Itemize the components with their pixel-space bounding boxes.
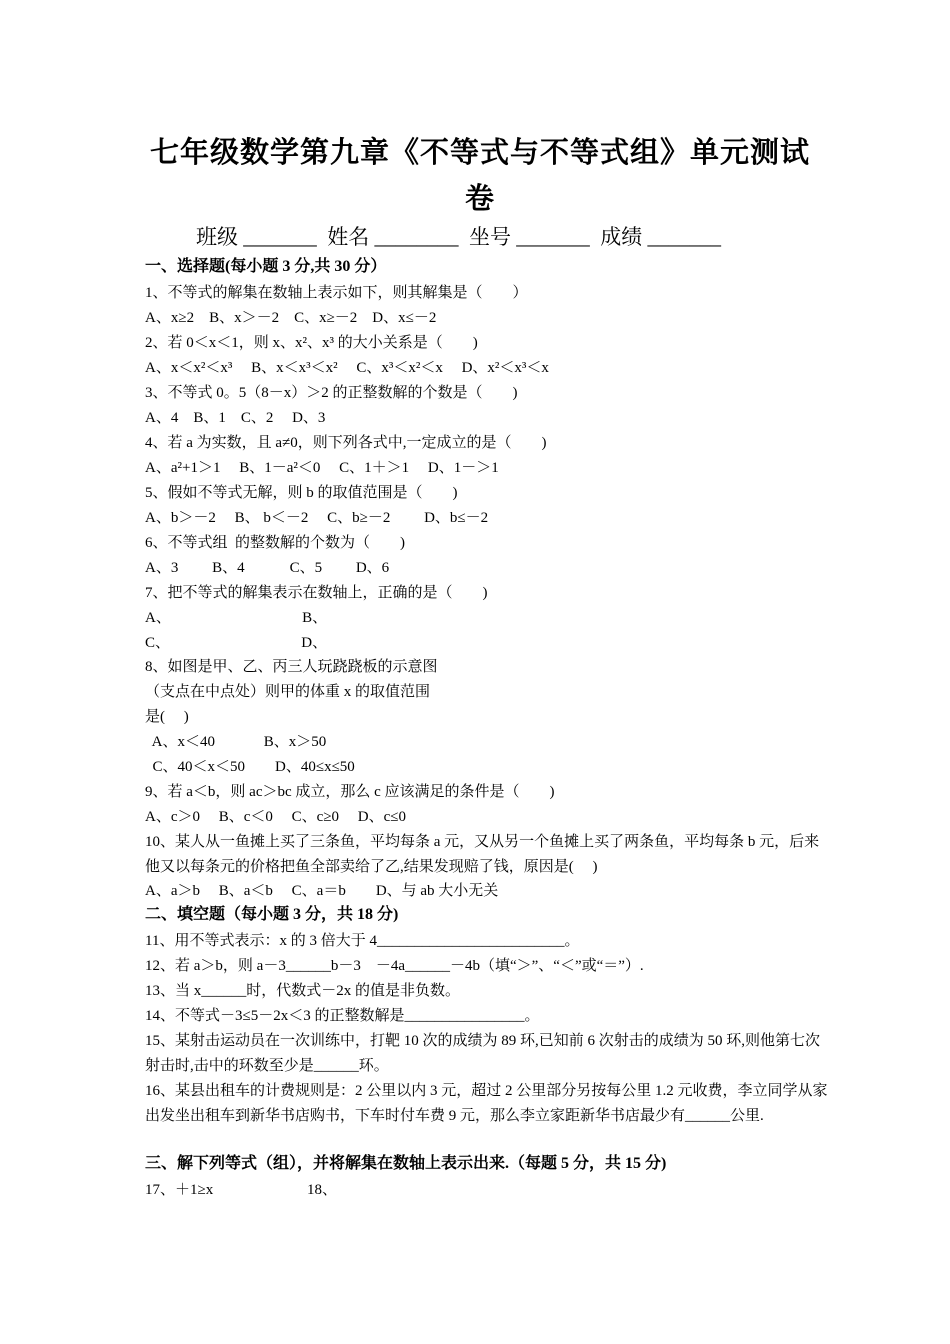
question-8-line1: 8、如图是甲、乙、丙三人玩跷跷板的示意图 [145, 659, 438, 675]
question-14: 14、不等式－3≤5－2x＜3 的正整数解是________________。 [145, 1008, 540, 1024]
question-5-options: A、b＞－2 B、 b＜－2 C、b≥－2 D、b≤－2 [145, 510, 489, 526]
question-17-18: 17、＋1≥x 18、 [145, 1182, 337, 1198]
question-8-line2: （支点在中点处）则甲的体重 x 的取值范围 [145, 684, 431, 700]
question-9-options: A、c＞0 B、c＜0 C、c≥0 D、c≤0 [145, 809, 407, 825]
question-4: 4、若 a 为实数，且 a≠0，则下列各式中,一定成立的是（ ) [145, 435, 547, 451]
question-6: 6、不等式组 的整数解的个数为（ ) [145, 535, 405, 551]
exam-title-continued: 卷 [464, 183, 495, 215]
question-12: 12、若 a＞b，则 a－3______b－3 －4a______－4b（填“＞”、“＜”或“＝”）. [145, 958, 644, 974]
question-8-options-ab: A、x＜40 B、x＞50 [145, 734, 327, 750]
question-1: 1、不等式的解集在数轴上表示如下，则其解集是（ ） [145, 285, 528, 301]
question-13: 13、当 x______时，代数式－2x 的值是非负数。 [145, 983, 461, 999]
question-15: 15、某射击运动员在一次训练中，打靶 10 次的成绩为 89 环,已知前 6 次射击的成绩为 50 环,则他第七次射击时,击中的环数至少是______环。 [145, 1033, 821, 1074]
student-info-line: 班级 _______ 姓名 ________ 坐号 _______ 成绩 _______ [196, 225, 721, 249]
section-heading-choice: 一、选择题(每小题 3 分,共 30 分） [145, 258, 387, 275]
question-16: 16、某县出租车的计费规则是：2 公里以内 3 元，超过 2 公里部分另按每公里 1.2 元收费，李立同学从家出发坐出租车到新华书店购书，下车时付车费 9 元，那么李立家距新华书店最少有______公里. [145, 1083, 828, 1124]
section-heading-solve: 三、解下列等式（组），并将解集在数轴上表示出来.（每题 5 分，共 15 分) [145, 1155, 667, 1172]
question-7-options-ab: A、 B、 [145, 610, 328, 626]
exam-title: 七年级数学第九章《不等式与不等式组》单元测试 [149, 137, 810, 169]
question-8-options-cd: C、40＜x＜50 D、40≤x≤50 [145, 759, 355, 775]
question-3: 3、不等式 0。5（8－x）＞2 的正整数解的个数是（ ) [145, 385, 518, 401]
section-heading-fill: 二、填空题（每小题 3 分，共 18 分) [145, 906, 399, 923]
question-7-options-cd: C、 D、 [145, 635, 328, 651]
question-4-options: A、a²+1＞1 B、1－a²＜0 C、1＋＞1 D、1－＞1 [145, 460, 499, 476]
question-3-options: A、4 B、1 C、2 D、3 [145, 410, 326, 426]
question-9: 9、若 a＜b，则 ac＞bc 成立，那么 c 应该满足的条件是（ ) [145, 784, 555, 800]
question-2: 2、若 0＜x＜1，则 x、x²、x³ 的大小关系是（ ) [145, 335, 478, 351]
question-11: 11、用不等式表示：x 的 3 倍大于 4_________________________。 [145, 933, 580, 949]
question-2-options: A、x＜x²＜x³ B、x＜x³＜x² C、x³＜x²＜x D、x²＜x³＜x [145, 360, 549, 376]
question-1-options: A、x≥2 B、x＞－2 C、x≥－2 D、x≤－2 [145, 310, 437, 326]
question-7: 7、把不等式的解集表示在数轴上，正确的是（ ) [145, 585, 488, 601]
question-5: 5、假如不等式无解，则 b 的取值范围是（ ) [145, 485, 458, 501]
question-8-line3: 是( ) [145, 709, 189, 725]
question-6-options: A、3 B、4 C、5 D、6 [145, 560, 390, 576]
question-10: 10、某人从一鱼摊上买了三条鱼，平均每条 a 元，又从另一个鱼摊上买了两条鱼，平均每条 b 元，后来他又以每条元的价格把鱼全部卖给了乙,结果发现赔了钱，原因是( ) [145, 834, 820, 875]
question-10-options: A、a＞b B、a＜b C、a＝b D、与 ab 大小无关 [145, 883, 499, 899]
